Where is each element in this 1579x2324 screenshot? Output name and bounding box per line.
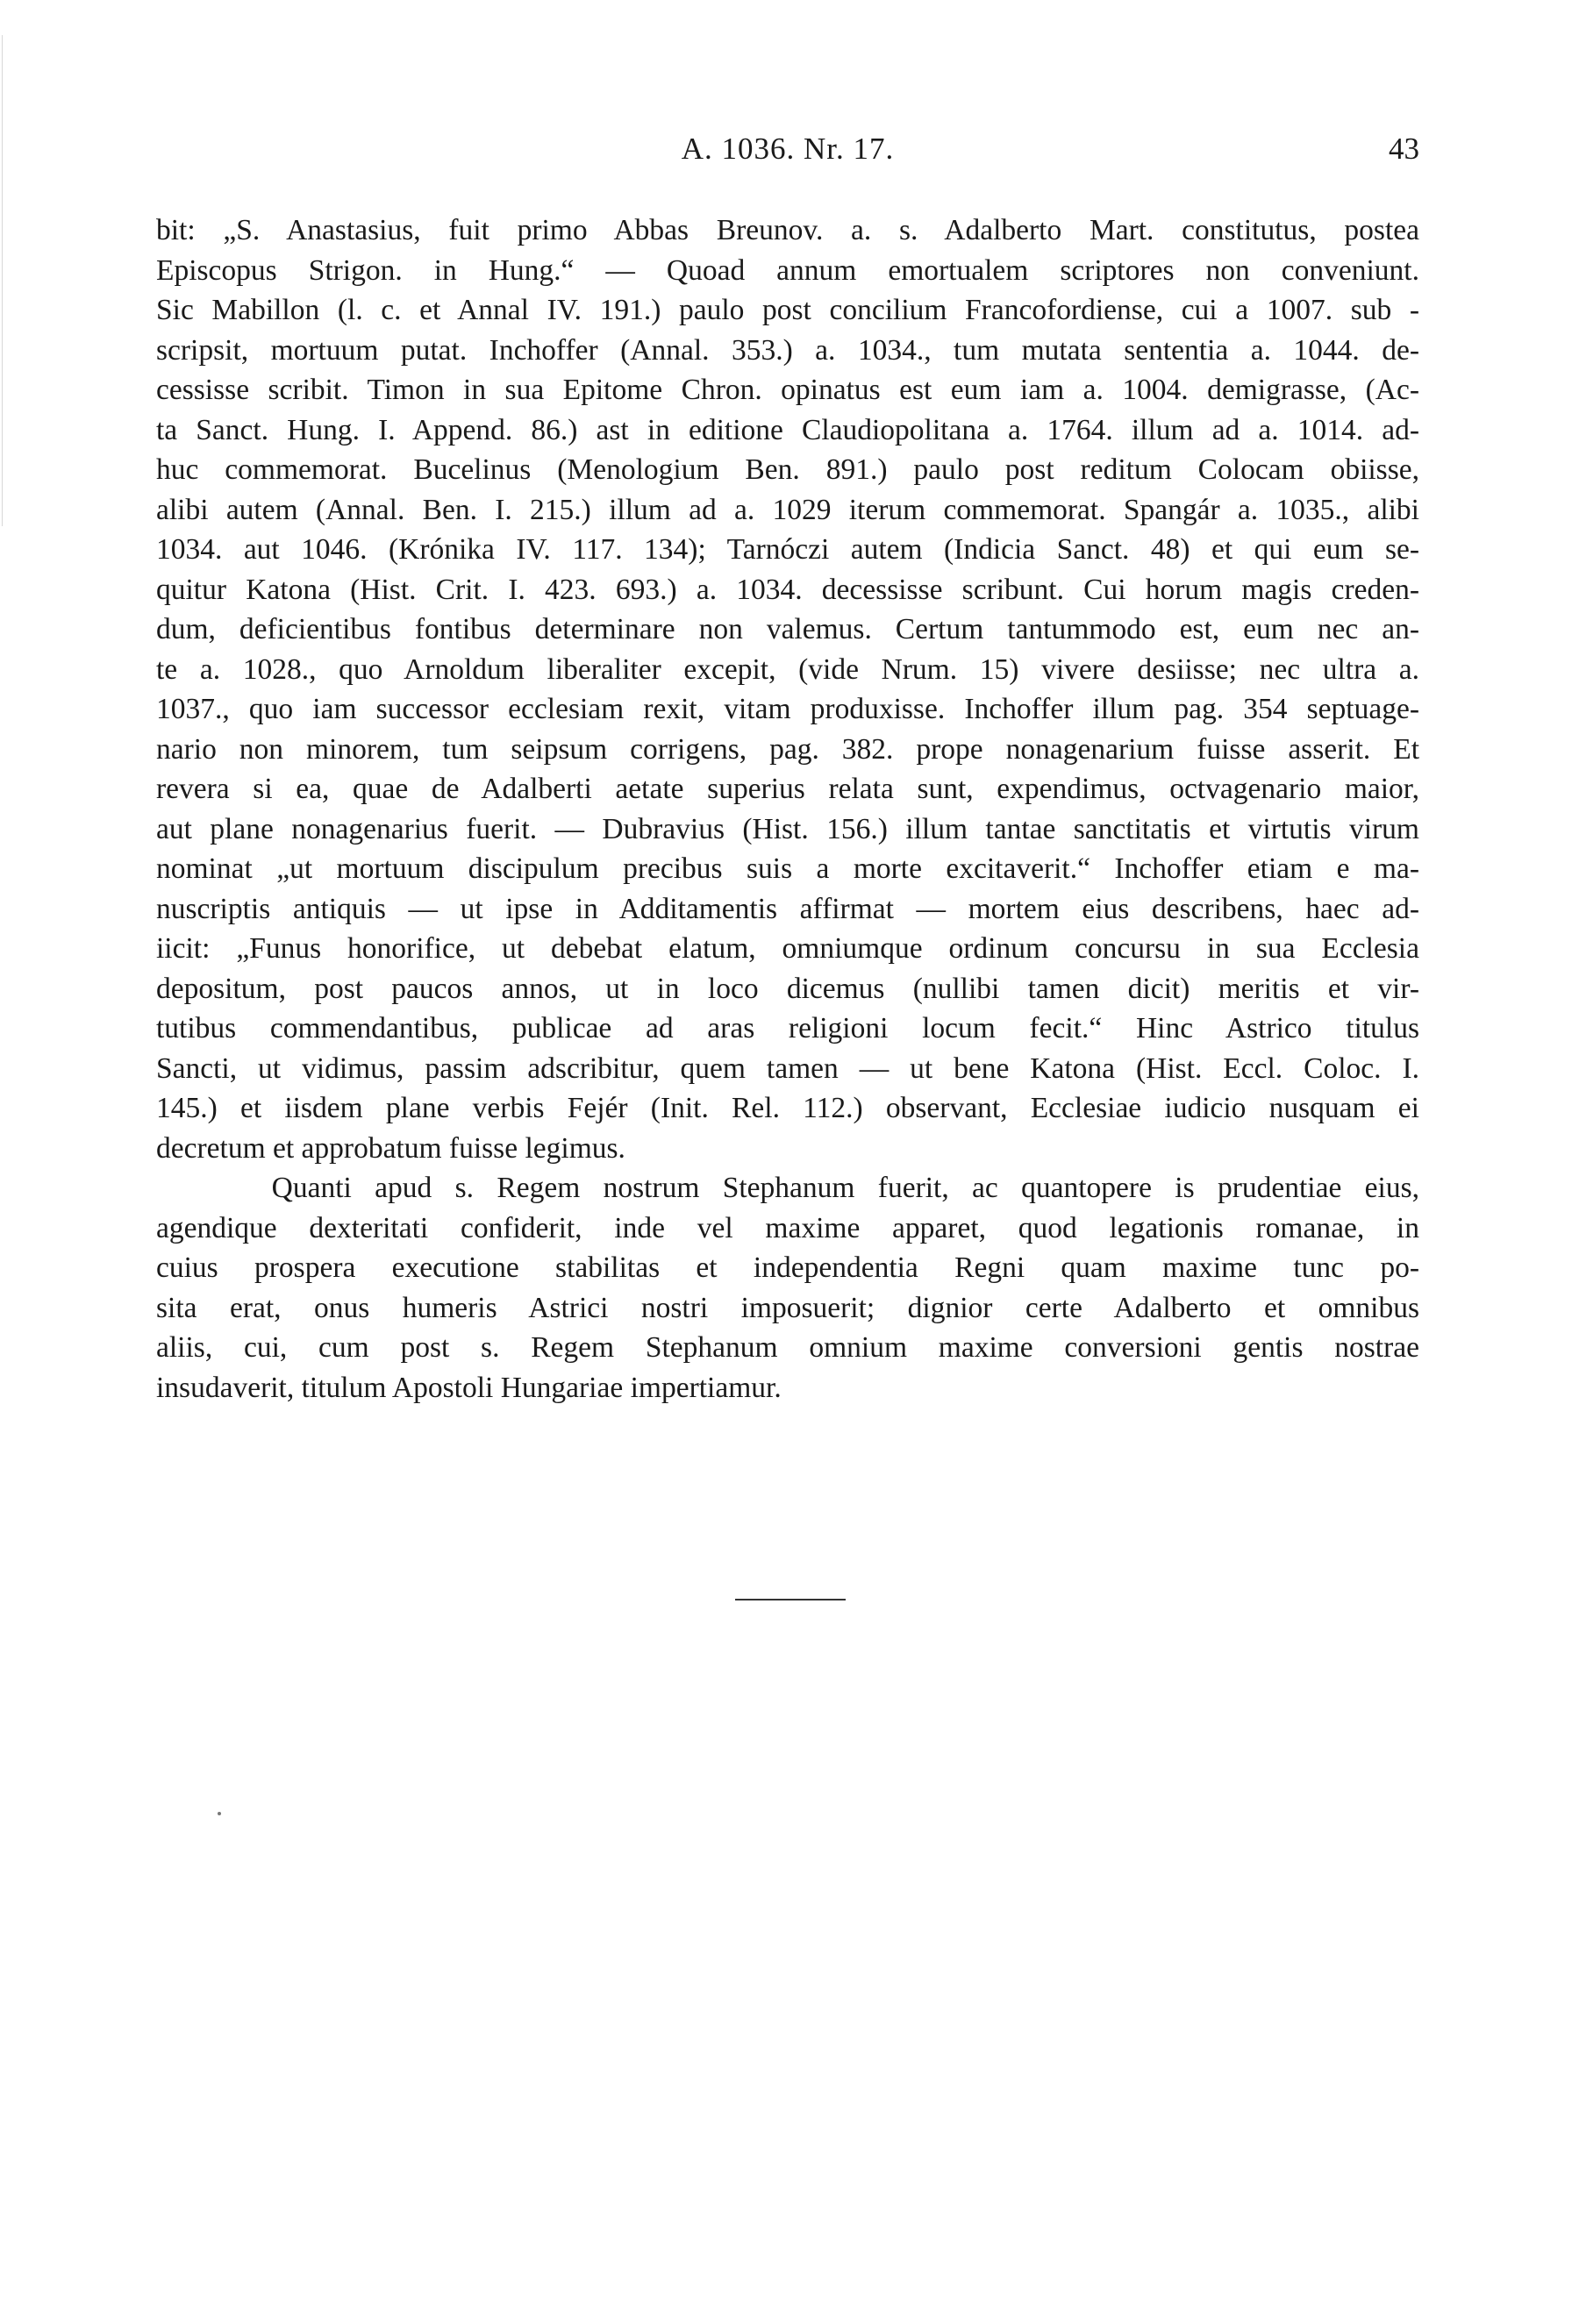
text-line: te a. 1028., quo Arnoldum liberaliter excepit, (vide Nrum. 15) vivere desiisse; nec ultra a. xyxy=(156,652,1419,686)
page-number: 43 xyxy=(1389,132,1419,166)
text-line: nuscriptis antiquis — ut ipse in Additamentis affirmat — mortem eius describens, haec ad- xyxy=(156,892,1419,925)
text-line: cuius prospera executione stabilitas et independentia Regni quam maxime tunc po- xyxy=(156,1251,1419,1284)
text-line: huc commemorat. Bucelinus (Menologium Ben. 891.) paulo post reditum Colocam obiisse, xyxy=(156,453,1419,486)
text-line: iicit: „Funus honorifice, ut debebat elatum, omniumque ordinum concursu in sua Ecclesia xyxy=(156,932,1419,965)
closing-rule xyxy=(735,1599,846,1600)
text-line: ta Sanct. Hung. I. Append. 86.) ast in editione Claudiopolitana a. 1764. illum ad a. 1014. ad- xyxy=(156,413,1419,446)
text-line: aut plane nonagenarius fuerit. — Dubravius (Hist. 156.) illum tantae sanctitatis et virtutis virum xyxy=(156,812,1419,845)
text-line: alibi autem (Annal. Ben. I. 215.) illum ad a. 1029 iterum commemorat. Spangár a. 1035., alibi xyxy=(156,493,1419,526)
text-line: Sic Mabillon (l. c. et Annal IV. 191.) paulo post concilium Francofordiense, cui a 1007. sub - xyxy=(156,294,1419,326)
text-line: scripsit, mortuum putat. Inchoffer (Annal. 353.) a. 1034., tum mutata sententia a. 1044. de- xyxy=(156,333,1419,367)
body-text xyxy=(156,210,1419,1408)
text-line: bit: „S. Anastasius, fuit primo Abbas Breunov. a. s. Adalberto Mart. constitutus, postea xyxy=(156,214,1419,246)
paragraph-1 xyxy=(156,210,1419,1168)
text-line: tutibus commendantibus, publicae ad aras religioni locum fecit.“ Hinc Astrico titulus xyxy=(156,1012,1419,1044)
running-head xyxy=(156,132,1419,175)
scan-speck xyxy=(218,1812,221,1815)
text-line: quitur Katona (Hist. Crit. I. 423. 693.) a. 1034. decessisse scribunt. Cui horum magis creden- xyxy=(156,573,1419,606)
text-line: Quanti apud s. Regem nostrum Stephanum fuerit, ac quantopere is prudentiae eius, xyxy=(156,1172,1419,1204)
text-line: dum, deficientibus fontibus determinare non valemus. Certum tantummodo est, eum nec an- xyxy=(156,613,1419,645)
text-line: insudaverit, titulum Apostoli Hungariae impertiamur. xyxy=(156,1371,782,1404)
scan-edge-line xyxy=(2,35,3,526)
text-line: 1037., quo iam successor ecclesiam rexit, vitam produxisse. Inchoffer illum pag. 354 septuage- xyxy=(156,693,1419,725)
text-line: 145.) et iisdem plane verbis Fejér (Init. Rel. 112.) observant, Ecclesiae iudicio nusquam ei xyxy=(156,1092,1419,1124)
text-line: Sancti, ut vidimus, passim adscribitur, quem tamen — ut bene Katona (Hist. Eccl. Coloc. I. xyxy=(156,1052,1419,1085)
text-line: 1034. aut 1046. (Krónika IV. 117. 134); Tarnóczi autem (Indicia Sanct. 48) et qui eum se- xyxy=(156,533,1419,566)
running-title: A. 1036. Nr. 17. xyxy=(681,132,895,166)
text-line: Episcopus Strigon. in Hung.“ — Quoad annum emortualem scriptores non conveniunt. xyxy=(156,253,1419,287)
text-line: agendique dexteritati confiderit, inde vel maxime apparet, quod legationis romanae, in xyxy=(156,1211,1419,1244)
text-line: revera si ea, quae de Adalberti aetate superius relata sunt, expendimus, octvagenario maior, xyxy=(156,773,1419,805)
text-line: cessisse scribit. Timon in sua Epitome Chron. opinatus est eum iam a. 1004. demigrasse, (Ac- xyxy=(156,374,1419,406)
text-line: depositum, post paucos annos, ut in loco dicemus (nullibi tamen dicit) meritis et vir- xyxy=(156,972,1419,1005)
paragraph-2 xyxy=(156,1168,1419,1408)
text-line: sita erat, onus humeris Astrici nostri imposuerit; dignior certe Adalberto et omnibus xyxy=(156,1291,1419,1324)
text-line: decretum et approbatum fuisse legimus. xyxy=(156,1131,625,1165)
text-line: nario non minorem, tum seipsum corrigens, pag. 382. prope nonagenarium fuisse asserit. Et xyxy=(156,732,1419,766)
text-line: nominat „ut mortuum discipulum precibus suis a morte excitaverit.“ Inchoffer etiam e ma- xyxy=(156,852,1419,885)
text-line: aliis, cui, cum post s. Regem Stephanum omnium maxime conversioni gentis nostrae xyxy=(156,1331,1419,1364)
